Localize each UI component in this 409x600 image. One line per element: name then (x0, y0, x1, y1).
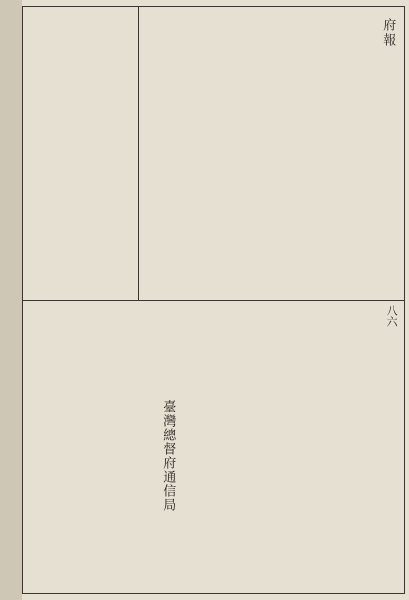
bureau-name: 臺灣總督府通信局 (160, 400, 176, 512)
page-margin (0, 0, 22, 600)
page-number: 八六 (385, 305, 399, 327)
section-divider (22, 300, 405, 301)
column-divider (138, 6, 139, 300)
gazette-label: 府報 (380, 18, 396, 48)
